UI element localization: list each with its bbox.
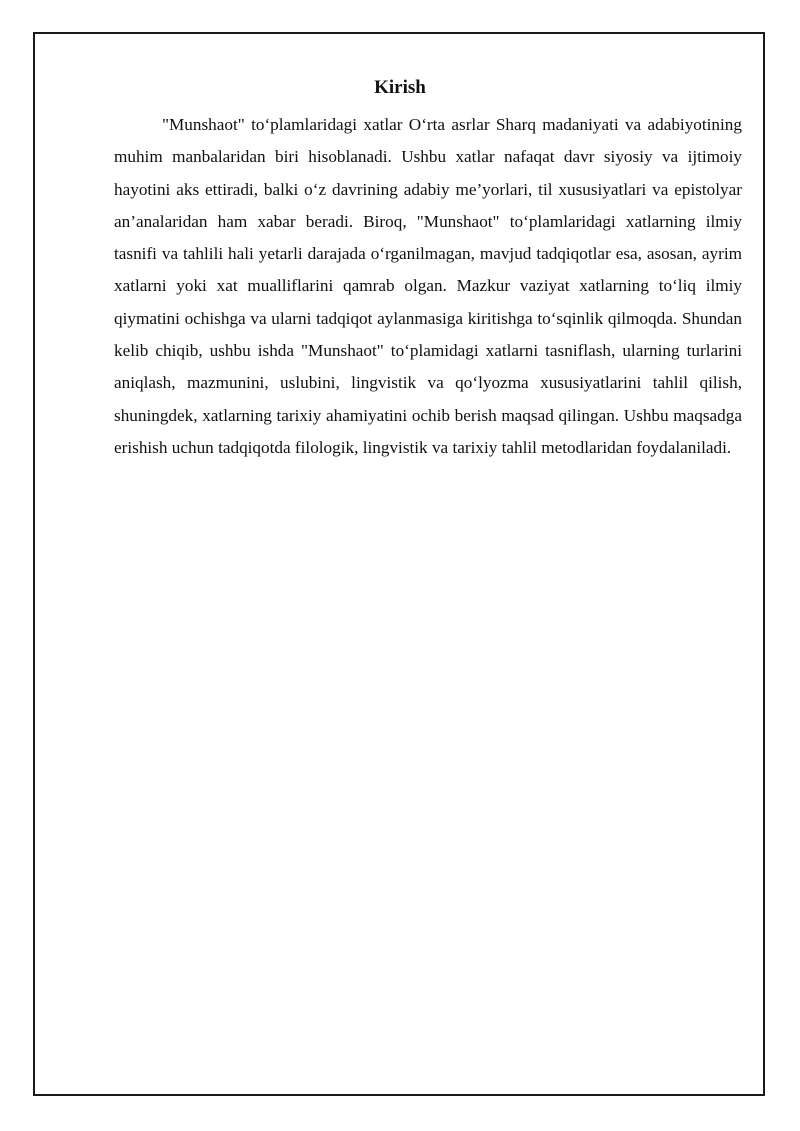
section-title: Kirish	[374, 77, 426, 98]
intro-paragraph: "Munshaot" to‘plamlaridagi xatlar O‘rta asrlar Sharq madaniyati va adabiyotining muhim manbalaridan biri hisoblanadi. Ushbu xatlar nafaqat davr siyosiy va ijtimoiy hayotini aks ettiradi, balki o‘z davrining adabiy me’yorlari, til xususiyatlari va epistolyar an’analaridan ham xabar beradi. Biroq, "Munshaot" to‘plamlaridagi xatlarning ilmiy tasnifi va tahlili hali yetarli darajada o‘rganilmagan, mavjud tadqiqotlar esa, asosan, ayrim xatlarni yoki xat mualliflarini qamrab olgan. Mazkur vaziyat xatlarning to‘liq ilmiy qiymatini ochishga va ularni tadqiqot aylanmasiga kiritishga to‘sqinlik qilmoqda. Shundan kelib chiqib, ushbu ishda "Munshaot" to‘plamidagi xatlarni tasniflash, ularning turlarini aniqlash, mazmunini, uslubini, lingvistik va qo‘lyozma xususiyatlarini tahlil qilish, shuningdek, xatlarning tarixiy ahamiyatini ochib berish maqsad qilingan. Ushbu maqsadga erishish uchun tadqiqotda filologik, lingvistik va tarixiy tahlil metodlaridan foydalaniladi.	[114, 115, 742, 457]
